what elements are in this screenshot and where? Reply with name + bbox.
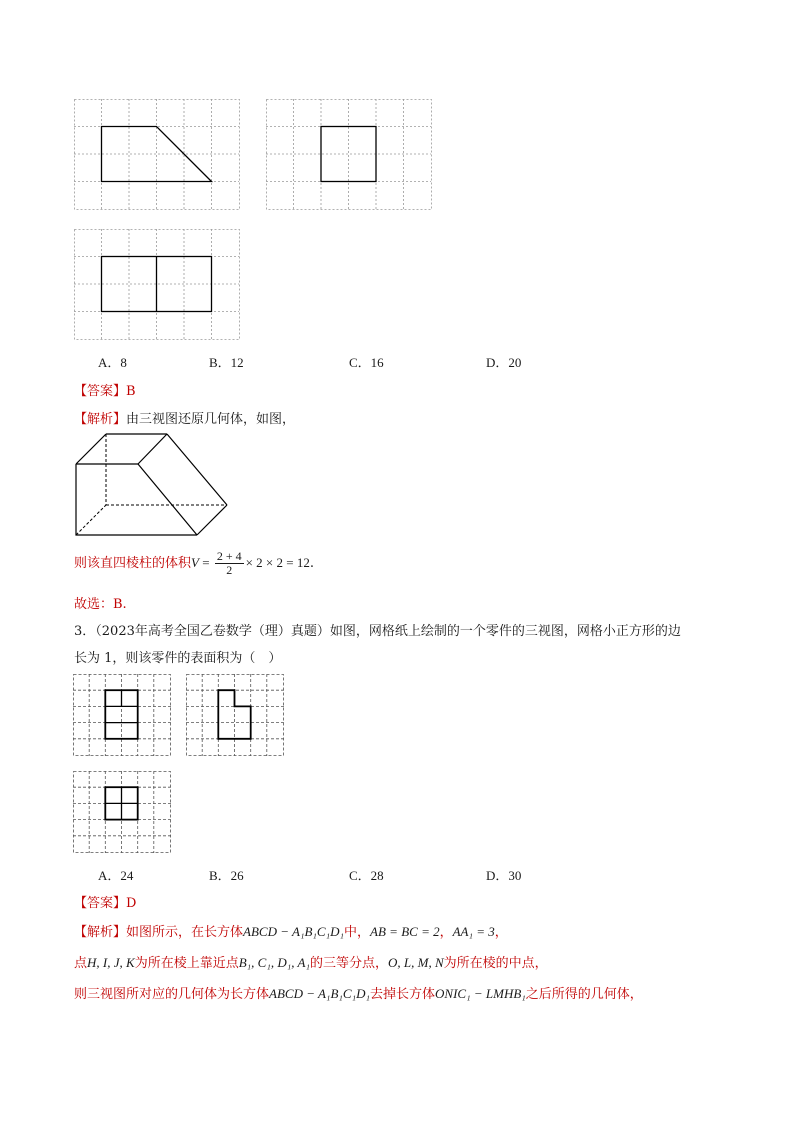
q2-top-view-grid [74,229,242,341]
math-expr: B₁, C₁, D₁, A₁ [238,955,310,970]
analysis-text: 点 [74,956,88,971]
q3-title-line2: 长为 1，则该零件的表面积为（ ） [74,651,282,666]
analysis-text: 中， [344,925,371,940]
analysis-text: ， [494,925,508,940]
q3-top-view-grid [73,771,173,855]
answer-value: B [126,384,136,399]
analysis-text: 之后所得的几何体， [525,987,643,1002]
analysis-text: 为所在棱上靠近点 [134,956,239,971]
q2-answer-line [74,380,136,399]
volume-eq: = [198,555,213,570]
q2-front-view-grid [74,99,242,211]
q2-choose-line: 故选：B. [74,597,127,612]
q2-option-d: D．20 [486,355,522,370]
q2-analysis-line [74,408,295,427]
math-expr: H, I, J, K [87,955,135,970]
analysis-tag: 【解析】 [74,412,127,427]
analysis-text: 由三视图还原几何体，如图， [126,412,296,427]
q3-side-view-grid [186,674,286,758]
answer-tag: 【答案】 [74,896,127,911]
answer-tag: 【答案】 [74,384,127,399]
q2-option-c: C．16 [349,355,384,370]
analysis-text: 为所在棱的中点， [443,956,548,971]
q3-analysis-line3 [74,983,643,1002]
q2-option-b: B．12 [209,355,244,370]
fraction-numerator: 2 + 4 [216,549,242,563]
math-expr: AA₁ = 3 [452,924,495,939]
analysis-text: ， [439,925,453,940]
analysis-text: 去掉长方体 [370,987,436,1002]
analysis-text: 的三等分点， [310,956,389,971]
analysis-tag: 【解析】 [74,925,127,940]
volume-prefix: 则该直四棱柱的体积 [74,556,192,571]
volume-tail: × 2 × 2 = 12 [245,555,310,570]
volume-fraction [215,550,244,577]
q2-volume-line [74,550,314,577]
math-expr: ABCD − A₁B₁C₁D₁ [243,924,345,939]
q3-option-c: C．28 [349,868,384,883]
analysis-text: 则三视图所对应的几何体为长方体 [74,987,270,1002]
q2-option-a: A．8 [98,355,127,370]
analysis-text: 如图所示，在长方体 [126,925,244,940]
q3-title-line1: 3．（2023年高考全国乙卷数学（理）真题）如图，网格纸上绘制的一个零件的三视图，网格小正方形的边 [74,624,681,639]
math-expr: O, L, M, N [388,955,444,970]
q3-answer-line [74,892,136,911]
q3-analysis-line2 [74,952,548,971]
math-expr: AB = BC = 2 [370,924,440,939]
math-expr: ABCD − A₁B₁C₁D₁ [269,986,371,1001]
q2-side-view-grid [266,99,434,211]
math-expr: ONIC₁ − LMHB₁ [435,986,526,1001]
volume-end: . [309,556,314,571]
q3-option-a: A．24 [98,868,134,883]
volume-var: V [191,555,199,570]
answer-value: D [126,896,137,911]
q3-option-d: D．30 [486,868,522,883]
q3-option-b: B．26 [209,868,244,883]
prism-figure [74,432,234,538]
q3-analysis-line1 [74,921,508,940]
fraction-denominator: 2 [226,563,233,577]
q3-front-view-grid [73,674,173,758]
